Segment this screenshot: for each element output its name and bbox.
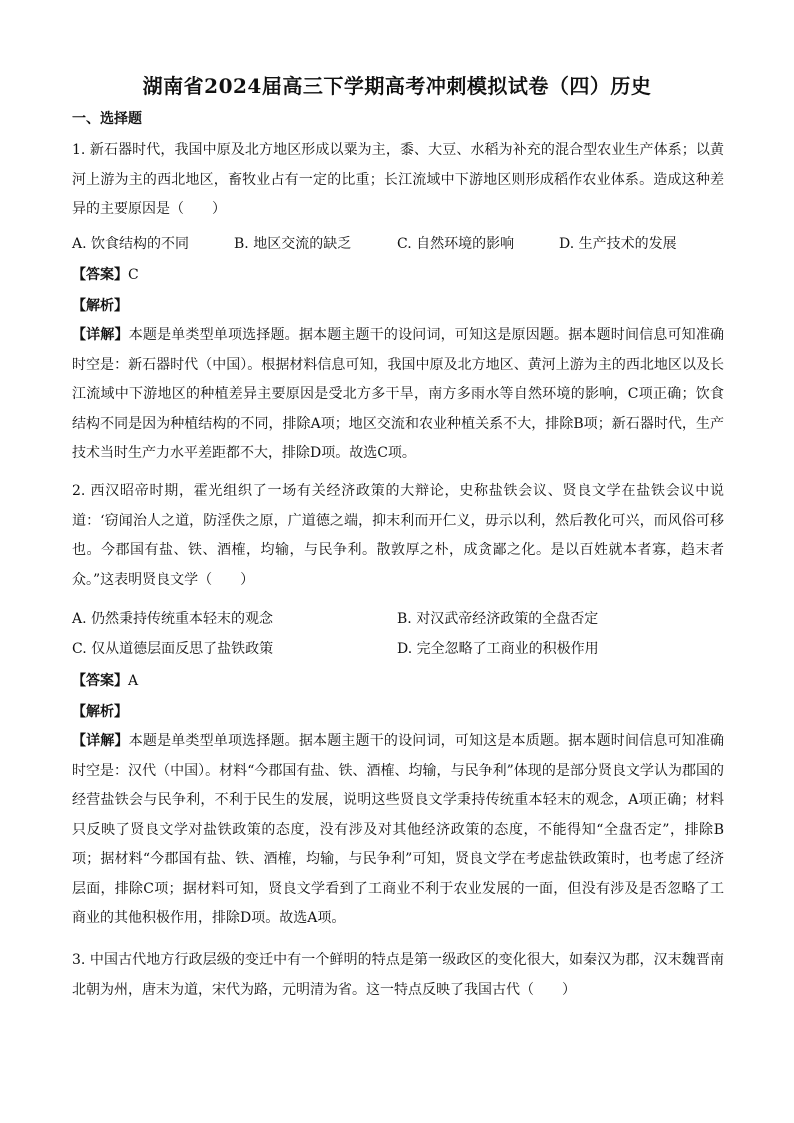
question-1-answer [72,264,139,284]
question-2-options-row-1 [72,608,724,628]
section-heading: 一、选择题 [72,111,142,127]
question-2-option-c: C. 仅从道德层面反思了盐铁政策 [72,641,274,657]
question-2-option-a: A. 仍然秉持传统重本轻末的观念 [72,611,274,627]
answer-label: 【答案】 [72,673,128,689]
detail-text: 本题是单类型单项选择题。据本题主题干的设问词，可知这是原因题。据本题时间信息可知准确时空是：新石器时代（中国）。根据材料信息可知，我国中原及北方地区、黄河上游为主的西北地区以及长江流域中下游地区的种植差异主要原因是受北方多干旱，南方多雨水等自然环境的影响，C项正确；饮食结构不同是因为种植结构的不同，排除A项；地区交流和农业种植关系不大，排除B项；新石器时代，生产技术当时生产力水平差距都不大，排除D项。故选C项。 [72,327,725,461]
question-2-stem: 2. 西汉昭帝时期，霍光组织了一场有关经济政策的大辩论，史称盐铁会议、贤良文学在盐铁会议中说道：‘窃闻治人之道，防淫佚之原，广道德之端，抑末利而开仁义，毋示以利，然后教化可兴，而风俗可移也。今郡国有盐、铁、酒榷，均输，与民争利。散敦厚之朴，成贪鄙之化。是以百姓就本者寡，趋末者众。”这表明贤良文学（ ） [72,483,724,588]
detail-label: 【详解】 [72,327,129,343]
answer-value: A [128,673,139,689]
document-title: 湖南省2024届高三下学期高考冲刺模拟试卷（四）历史 [142,74,652,98]
answer-label: 【答案】 [72,267,128,283]
question-1-option-b: B. 地区交流的缺乏 [234,236,352,252]
question-1-analysis-label [72,295,128,315]
question-1-option-a: A. 饮食结构的不同 [72,236,190,252]
detail-text: 本题是单类型单项选择题。据本题主题干的设问词，可知这是本质题。据本题时间信息可知准确时空是：汉代（中国）。材料“今郡国有盐、铁、酒榷、均输，与民争利”体现的是部分贤良文学认为郡国的经营盐铁会与民争利，不利于民生的发展，说明这些贤良文学秉持传统重本轻末的观念，A项正确；材料只反映了贤良文学对盐铁政策的态度，没有涉及对其他经济政策的态度，不能得知“全盘否定”，排除B项；据材料“今郡国有盐、铁、酒榷，均输，与民争利”可知，贤良文学在考虑盐铁政策时，也考虑了经济层面，排除C项；据材料可知，贤良文学看到了工商业不利于农业发展的一面，但没有涉及是否忽略了工商业的其他积极作用，排除D项。故选A项。 [72,733,725,926]
question-2-option-d: D. 完全忽略了工商业的积极作用 [397,641,599,657]
question-2-detail [72,727,724,934]
question-1-detail [72,321,724,469]
question-1-options [72,233,724,253]
question-2-options-row-2 [72,638,724,658]
question-3-stem: 3. 中国古代地方行政层级的变迁中有一个鲜明的特点是第一级政区的变化很大，如秦汉为郡，汉末魏晋南北朝为州，唐末为道，宋代为路，元明清为省。这一特点反映了我国古代（ ） [72,952,724,998]
question-2-analysis-label [72,701,128,721]
question-2-option-b: B. 对汉武帝经济政策的全盘否定 [397,611,599,627]
analysis-label: 【解析】 [72,298,128,314]
question-1-option-c: C. 自然环境的影响 [397,236,515,252]
question-2-answer [72,670,138,690]
question-1-stem: 1. 新石器时代，我国中原及北方地区形成以粟为主，黍、大豆、水稻为补充的混合型农业生产体系；以黄河上游为主的西北地区，畜牧业占有一定的比重；长江流域中下游地区则形成稻作农业体系。造成这种差异的主要原因是（ ） [72,142,724,217]
question-1-option-d: D. 生产技术的发展 [559,236,677,252]
analysis-label: 【解析】 [72,704,128,720]
answer-value: C [128,267,139,283]
detail-label: 【详解】 [72,733,129,749]
